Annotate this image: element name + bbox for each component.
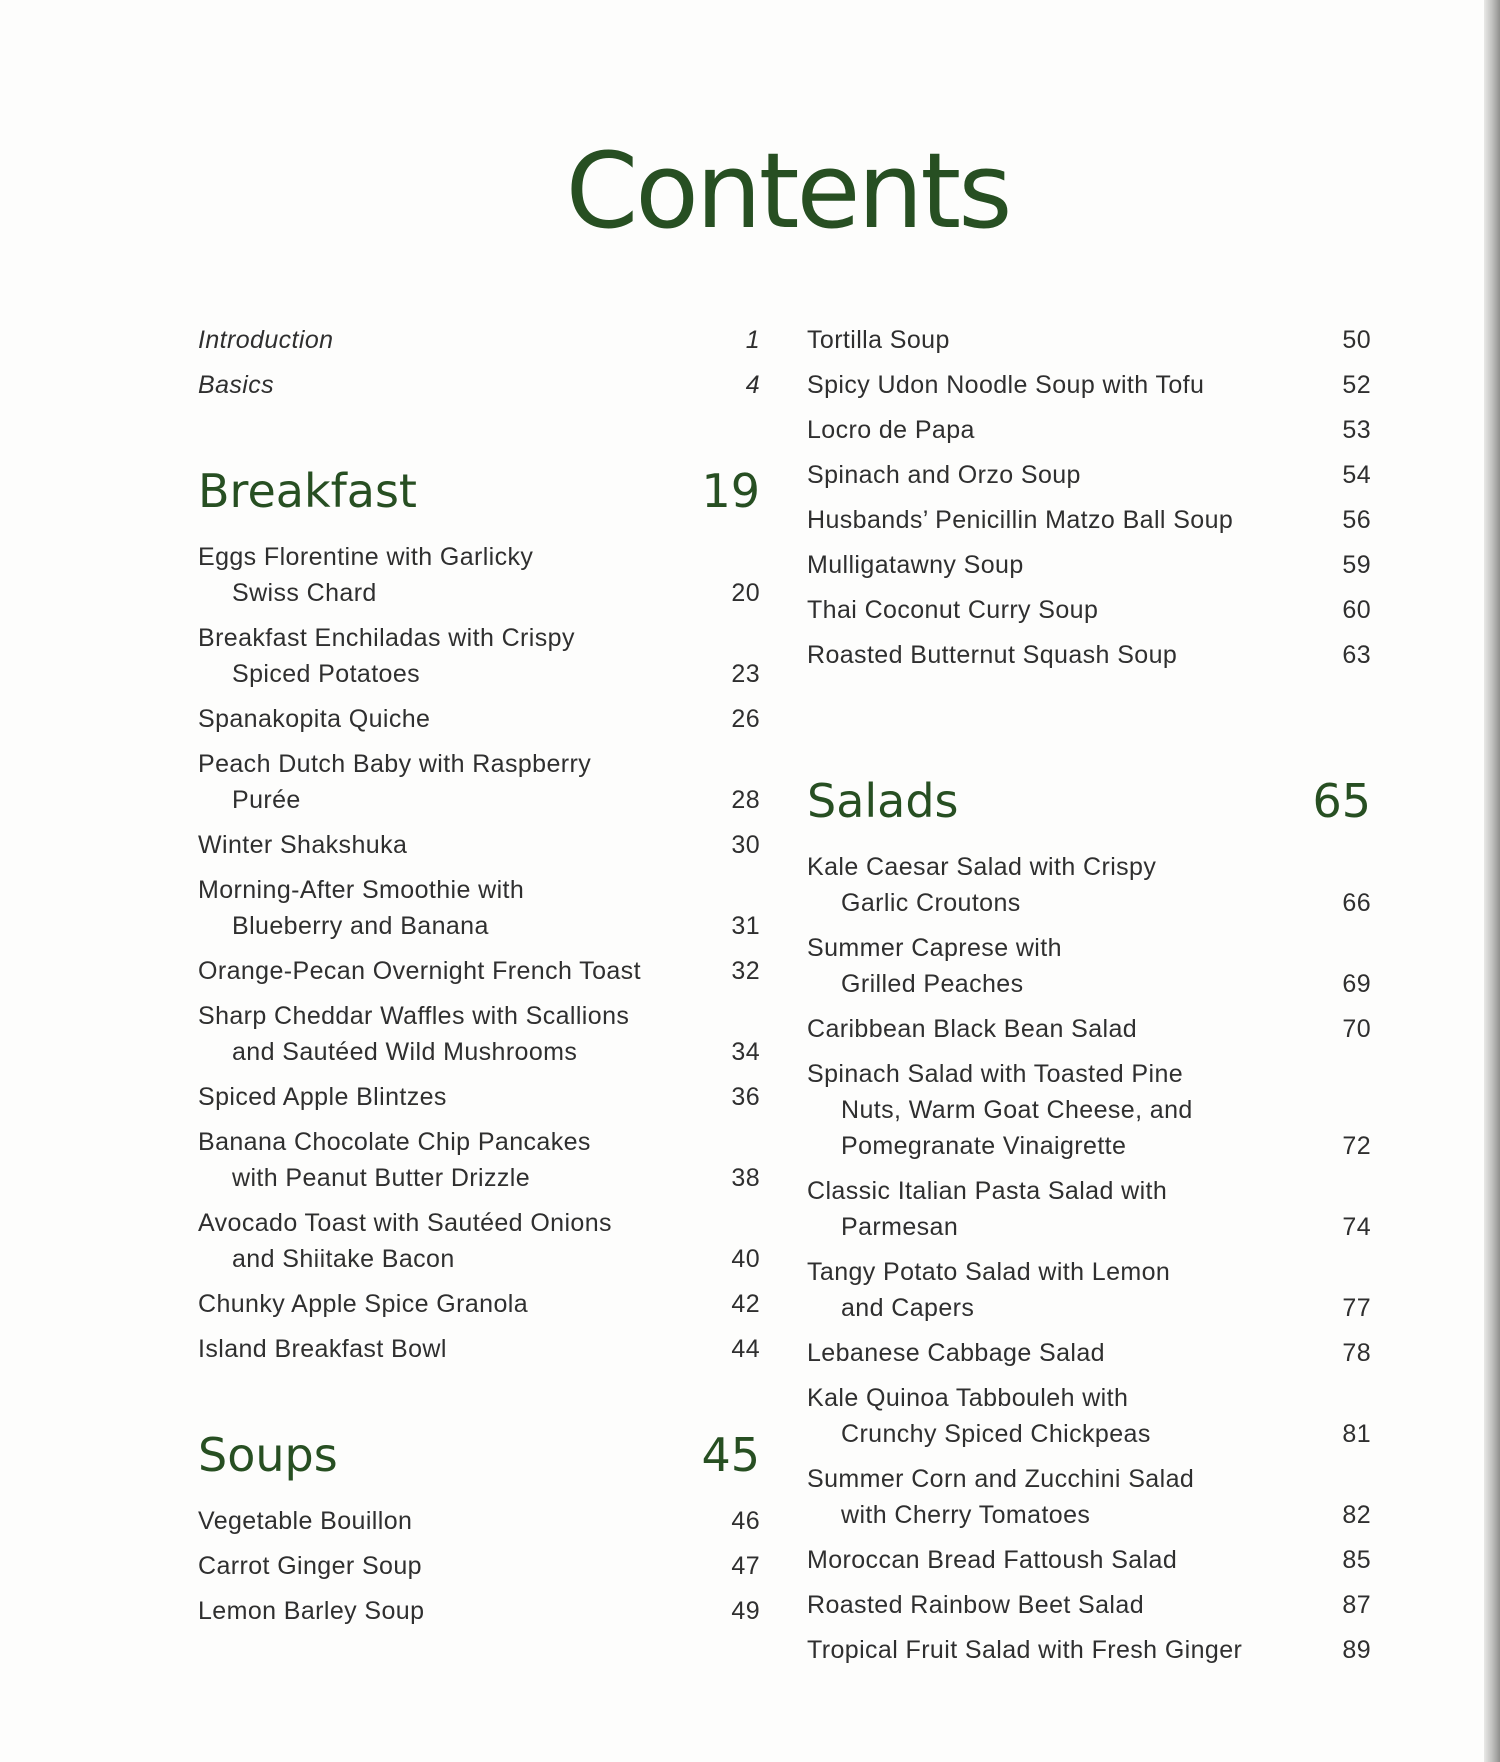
entry-page-number: 50 xyxy=(1342,326,1371,354)
front-matter-list xyxy=(198,322,760,403)
entry-title: Avocado Toast with Sautéed Onions xyxy=(198,1209,612,1237)
entry-page-number: 89 xyxy=(1342,1636,1371,1664)
toc-entry[interactable] xyxy=(198,701,760,737)
toc-entry[interactable] xyxy=(807,457,1371,493)
toc-entry[interactable] xyxy=(807,1461,1371,1533)
toc-entry[interactable] xyxy=(807,1632,1371,1668)
entry-title: Lemon Barley Soup xyxy=(198,1597,425,1625)
entry-title: Mulligatawny Soup xyxy=(807,551,1024,579)
toc-left-column xyxy=(198,322,760,1638)
toc-entry[interactable] xyxy=(807,1056,1371,1164)
toc-entry[interactable] xyxy=(198,1124,760,1196)
toc-entry[interactable] xyxy=(198,1331,760,1367)
entry-page-number: 42 xyxy=(731,1290,760,1318)
entry-title: Lebanese Cabbage Salad xyxy=(807,1339,1105,1367)
section-title: Salads xyxy=(807,774,959,828)
toc-entry[interactable] xyxy=(807,930,1371,1002)
entry-title-continued: Swiss Chard xyxy=(232,579,377,607)
toc-entry[interactable] xyxy=(807,1542,1371,1578)
toc-entry[interactable] xyxy=(198,827,760,863)
entry-title-continued: with Peanut Butter Drizzle xyxy=(232,1164,531,1192)
entry-title-continued: and Sautéed Wild Mushrooms xyxy=(232,1038,578,1066)
entry-title: Morning-After Smoothie with xyxy=(198,876,525,904)
toc-entry[interactable] xyxy=(807,367,1371,403)
entry-page-number: 49 xyxy=(731,1597,760,1625)
toc-entry[interactable] xyxy=(807,637,1371,673)
toc-entry[interactable] xyxy=(198,1548,760,1584)
entry-page-number: 63 xyxy=(1342,641,1371,669)
entry-title: Vegetable Bouillon xyxy=(198,1507,413,1535)
entry-title-continued: with Cherry Tomatoes xyxy=(841,1501,1091,1529)
toc-entry[interactable] xyxy=(198,872,760,944)
entry-title: Orange-Pecan Overnight French Toast xyxy=(198,957,641,985)
soups-entries xyxy=(198,1503,760,1629)
entry-page-number: 34 xyxy=(731,1038,760,1066)
toc-entry[interactable] xyxy=(198,539,760,611)
entry-title: Spanakopita Quiche xyxy=(198,705,431,733)
entry-page-number: 70 xyxy=(1342,1015,1371,1043)
toc-entry[interactable] xyxy=(807,849,1371,921)
entry-title-continued: and Shiitake Bacon xyxy=(232,1245,455,1273)
toc-entry[interactable] xyxy=(198,1503,760,1539)
page-title: Contents xyxy=(565,130,1010,252)
entry-title-continued: Blueberry and Banana xyxy=(232,912,489,940)
toc-entry[interactable] xyxy=(198,1079,760,1115)
entry-page-number: 46 xyxy=(731,1507,760,1535)
entry-page-number: 23 xyxy=(731,660,760,688)
entry-title: Tangy Potato Salad with Lemon xyxy=(807,1258,1171,1286)
entry-title: Sharp Cheddar Waffles with Scallions xyxy=(198,1002,630,1030)
entry-title: Eggs Florentine with Garlicky xyxy=(198,543,534,571)
entry-page-number: 47 xyxy=(731,1552,760,1580)
entry-title-continued: Parmesan xyxy=(841,1213,959,1241)
section-heading-salads[interactable] xyxy=(807,773,1371,829)
entry-page-number: 30 xyxy=(731,831,760,859)
entry-title: Island Breakfast Bowl xyxy=(198,1335,447,1363)
entry-title: Summer Corn and Zucchini Salad xyxy=(807,1465,1195,1493)
entry-title: Kale Caesar Salad with Crispy xyxy=(807,853,1157,881)
toc-entry[interactable] xyxy=(807,1587,1371,1623)
entry-title-continued: Purée xyxy=(232,786,301,814)
entry-page-number: 72 xyxy=(1342,1132,1371,1160)
entry-page-number: 28 xyxy=(731,786,760,814)
toc-entry[interactable] xyxy=(807,592,1371,628)
entry-page-number: 36 xyxy=(731,1083,760,1111)
entry-title: Spicy Udon Noodle Soup with Tofu xyxy=(807,371,1205,399)
entry-title: Winter Shakshuka xyxy=(198,831,408,859)
entry-page-number: 32 xyxy=(731,957,760,985)
entry-page-number: 31 xyxy=(731,912,760,940)
entry-title: Spiced Apple Blintzes xyxy=(198,1083,447,1111)
entry-title: Locro de Papa xyxy=(807,416,975,444)
entry-title-continued: Spiced Potatoes xyxy=(232,660,421,688)
entry-title: Summer Caprese with xyxy=(807,934,1062,962)
entry-title: Kale Quinoa Tabbouleh with xyxy=(807,1384,1129,1412)
toc-entry[interactable] xyxy=(807,1335,1371,1371)
entry-title: Spinach and Orzo Soup xyxy=(807,461,1081,489)
entry-title: Spinach Salad with Toasted Pine xyxy=(807,1060,1184,1088)
book-spine-edge xyxy=(1484,0,1500,1762)
entry-title: Tropical Fruit Salad with Fresh Ginger xyxy=(807,1636,1243,1664)
entry-title: Carrot Ginger Soup xyxy=(198,1552,422,1580)
toc-right-column xyxy=(807,322,1371,1677)
entry-title: Classic Italian Pasta Salad with xyxy=(807,1177,1168,1205)
entry-page-number: 60 xyxy=(1342,596,1371,624)
entry-title: Banana Chocolate Chip Pancakes xyxy=(198,1128,591,1156)
entry-title: Breakfast Enchiladas with Crispy xyxy=(198,624,575,652)
entry-title: Husbands’ Penicillin Matzo Ball Soup xyxy=(807,506,1234,534)
entry-page-number: 1 xyxy=(745,326,760,354)
toc-entry[interactable] xyxy=(198,1286,760,1322)
toc-entry[interactable] xyxy=(807,502,1371,538)
toc-entry[interactable] xyxy=(198,953,760,989)
entry-title: Roasted Rainbow Beet Salad xyxy=(807,1591,1144,1619)
section-title: Soups xyxy=(198,1428,338,1482)
entry-title: Basics xyxy=(198,371,275,399)
entry-page-number: 44 xyxy=(731,1335,760,1363)
salads-entries xyxy=(807,849,1371,1668)
entry-title: Thai Coconut Curry Soup xyxy=(807,596,1099,624)
toc-entry[interactable] xyxy=(807,322,1371,358)
toc-entry[interactable] xyxy=(198,367,760,403)
entry-page-number: 59 xyxy=(1342,551,1371,579)
section-heading-soups[interactable] xyxy=(198,1427,760,1483)
section-page-number: 65 xyxy=(1312,774,1371,828)
section-title: Breakfast xyxy=(198,464,417,518)
entry-page-number: 74 xyxy=(1342,1213,1371,1241)
entry-page-number: 77 xyxy=(1342,1294,1371,1322)
entry-title: Moroccan Bread Fattoush Salad xyxy=(807,1546,1178,1574)
entry-page-number: 85 xyxy=(1342,1546,1371,1574)
entry-page-number: 53 xyxy=(1342,416,1371,444)
toc-entry[interactable] xyxy=(198,1593,760,1629)
entry-title: Tortilla Soup xyxy=(807,326,950,354)
toc-entry[interactable] xyxy=(807,547,1371,583)
entry-page-number: 20 xyxy=(731,579,760,607)
toc-entry[interactable] xyxy=(807,1380,1371,1452)
toc-entry[interactable] xyxy=(198,998,760,1070)
toc-entry[interactable] xyxy=(198,620,760,692)
entry-title: Introduction xyxy=(198,326,334,354)
entry-title-continued: Pomegranate Vinaigrette xyxy=(841,1132,1127,1160)
entry-title-continued: Nuts, Warm Goat Cheese, and xyxy=(841,1096,1193,1124)
entry-title-continued: Grilled Peaches xyxy=(841,970,1024,998)
entry-title: Caribbean Black Bean Salad xyxy=(807,1015,1138,1043)
toc-entry[interactable] xyxy=(807,412,1371,448)
toc-entry[interactable] xyxy=(198,746,760,818)
entry-page-number: 81 xyxy=(1342,1420,1371,1448)
entry-page-number: 82 xyxy=(1342,1501,1371,1529)
entry-page-number: 4 xyxy=(745,371,760,399)
entry-title-continued: Crunchy Spiced Chickpeas xyxy=(841,1420,1151,1448)
entry-title: Peach Dutch Baby with Raspberry xyxy=(198,750,592,778)
entry-page-number: 66 xyxy=(1342,889,1371,917)
entry-page-number: 40 xyxy=(731,1245,760,1273)
entry-page-number: 38 xyxy=(731,1164,760,1192)
soups-continued-entries xyxy=(807,322,1371,673)
entry-title-continued: Garlic Croutons xyxy=(841,889,1021,917)
toc-entry[interactable] xyxy=(807,1173,1371,1245)
toc-entry[interactable] xyxy=(198,322,760,358)
toc-entry[interactable] xyxy=(807,1011,1371,1047)
toc-entry[interactable] xyxy=(807,1254,1371,1326)
toc-entry[interactable] xyxy=(198,1205,760,1277)
entry-page-number: 52 xyxy=(1342,371,1371,399)
entry-page-number: 54 xyxy=(1342,461,1371,489)
entry-title: Chunky Apple Spice Granola xyxy=(198,1290,529,1318)
section-page-number: 45 xyxy=(701,1428,760,1482)
entry-page-number: 26 xyxy=(731,705,760,733)
entry-page-number: 78 xyxy=(1342,1339,1371,1367)
entry-page-number: 87 xyxy=(1342,1591,1371,1619)
section-page-number: 19 xyxy=(701,464,760,518)
entry-page-number: 56 xyxy=(1342,506,1371,534)
entry-title-continued: and Capers xyxy=(841,1294,975,1322)
entry-title: Roasted Butternut Squash Soup xyxy=(807,641,1178,669)
entry-page-number: 69 xyxy=(1342,970,1371,998)
section-heading-breakfast[interactable] xyxy=(198,463,760,519)
breakfast-entries xyxy=(198,539,760,1367)
